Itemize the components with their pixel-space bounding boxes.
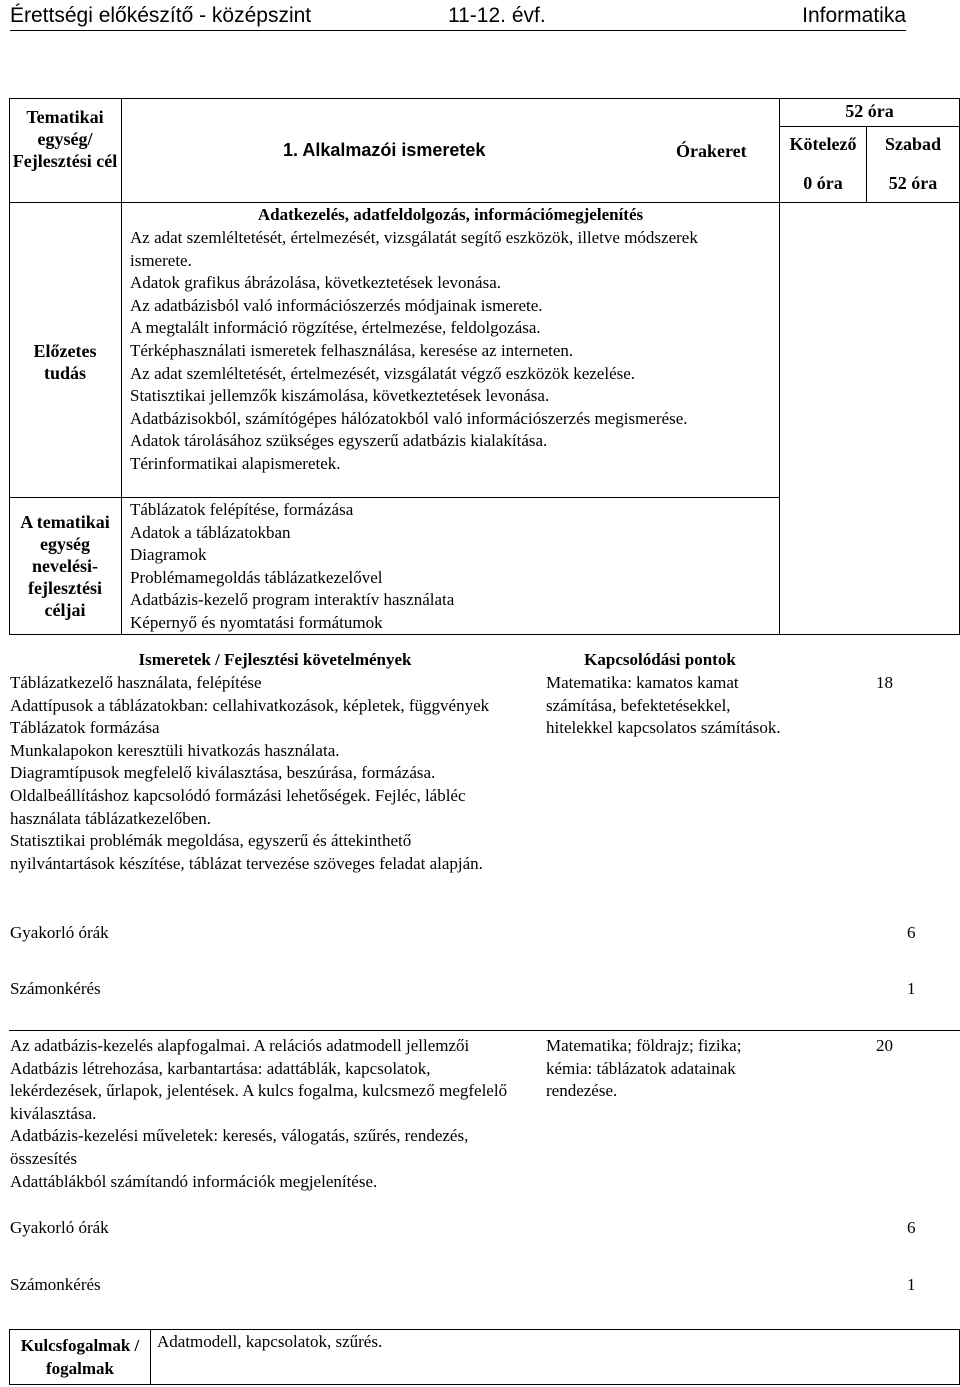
mandatory-hours: 0 óra xyxy=(803,173,843,193)
requirements-text-2: Az adatbázis-kezelés alapfogalmai. A relációs adatmodell jellemzői Adatbázis létrehozása, karbantartása: adattáblák, kapcsolatok, lekérdezések, űrlapok, jelentések. A kulcs fogalma, kulcsmező megfelelő kiválasztása. Adatbázis-kezelési műveletek: keresés, válogatás, szűrés, rendezés, összesítés Adattáblákból számítandó információk megjelenítése. xyxy=(10,1036,508,1191)
practice-label-1: Gyakorló órák xyxy=(10,923,109,942)
col-header-requirements: Ismeretek / Fejlesztési követelmények xyxy=(138,650,412,669)
goal-item: Problémamegoldás táblázatkezelővel xyxy=(130,567,383,587)
goal-item: Diagramok xyxy=(130,545,207,565)
assessment-label-1: Számonkérés xyxy=(10,979,101,998)
goal-item: Képernyő és nyomtatási formátumok xyxy=(130,612,383,632)
hours-1: 18 xyxy=(876,673,893,692)
prior-item: Az adatbázisból való információszerzés módjainak ismerete. xyxy=(130,295,543,315)
top-table xyxy=(0,0,960,640)
prior-item: Az adat szemléltetését, értelmezését, vizsgálatát segítő eszközök, illetve módszerek ismerete. xyxy=(130,228,698,270)
key-terms-table xyxy=(0,1326,960,1386)
header-left: Érettségi előkészítő - középszint xyxy=(10,4,312,27)
unit-title: 1. Alkalmazói ismeretek xyxy=(283,140,486,160)
header-grade: 11-12. évf. xyxy=(448,4,546,27)
row-header-unit: Tematikai egység/ Fejlesztési cél xyxy=(12,107,118,171)
free-hours: 52 óra xyxy=(888,173,938,193)
hours-2: 20 xyxy=(876,1036,893,1055)
prior-item: Térképhasználati ismeretek felhasználása, keresése az interneten. xyxy=(130,340,574,360)
goal-item: Adatbázis-kezelő program interaktív használata xyxy=(130,590,455,610)
row-header-prior-knowledge: Előzetes tudás xyxy=(33,341,97,383)
prior-item: Térinformatikai alapismeretek. xyxy=(130,453,341,473)
prior-item: A megtalált információ rögzítése, értelmezése, feldolgozása. xyxy=(130,318,541,338)
prior-item: Adatok tárolásához szükséges egyszerű adatbázis kialakítása. xyxy=(130,431,548,451)
key-terms-value: Adatmodell, kapcsolatok, szűrés. xyxy=(157,1332,383,1351)
requirements-text-1: Táblázatkezelő használata, felépítése Adattípusok a táblázatokban: cellahivatkozások, képletek, függvények Táblázatok formázása Munkalapokon keresztüli hivatkozás használata. Diagramtípusok megfelelő kiválasztása, beszúrása, formázása. Oldalbeállításhoz kapcsolódó formázási lehetőségek. Fejléc, lábléc használata táblázatkezelőben. Statisztikai problémák megoldása, egyszerű és áttekinthető nyilvántartások készítése, táblázat tervezése szöveges feladat alapján. xyxy=(10,673,490,873)
links-text-1: Matematika: kamatos kamat számítása, befektetésekkel, hitelekkel kapcsolatos számítások. xyxy=(546,673,781,738)
prior-item: Adatbázisokból, számítógépes hálózatokból való információszerzés megismerése. xyxy=(130,408,688,428)
practice-label-2: Gyakorló órák xyxy=(10,1218,109,1237)
orakeret-label: Órakeret xyxy=(676,141,747,161)
assessment-hours-2: 1 xyxy=(907,1275,916,1294)
col-header-links: Kapcsolódási pontok xyxy=(584,650,736,669)
requirements-table xyxy=(0,640,960,1330)
practice-hours-2: 6 xyxy=(907,1218,916,1237)
goal-item: Adatok a táblázatokban xyxy=(130,522,291,542)
header-subject: Informatika xyxy=(802,4,906,27)
prior-knowledge-title: Adatkezelés, adatfeldolgozás, információmegjelenítés xyxy=(257,205,644,224)
free-label: Szabad xyxy=(884,134,942,154)
key-terms-label: Kulcsfogalmak / fogalmak xyxy=(20,1336,140,1378)
prior-item: Az adat szemléltetését, értelmezését, vizsgálatát végző eszközök kezelése. xyxy=(130,363,636,383)
total-hours: 52 óra xyxy=(845,101,894,121)
goal-item: Táblázatok felépítése, formázása xyxy=(130,500,354,519)
practice-hours-1: 6 xyxy=(907,923,916,942)
prior-knowledge-list xyxy=(130,227,720,476)
assessment-hours-1: 1 xyxy=(907,979,916,998)
links-text-2: Matematika; földrajz; fizika; kémia: táblázatok adatainak rendezése. xyxy=(546,1036,742,1101)
prior-item: Statisztikai jellemzők kiszámolása, következtetések levonása. xyxy=(130,386,550,406)
goals-list xyxy=(130,499,770,635)
row-header-goals: A tematikai egység nevelési-fejlesztési céljai xyxy=(20,512,110,620)
mandatory-label: Kötelező xyxy=(789,134,857,154)
prior-item: Adatok grafikus ábrázolása, következtetések levonása. xyxy=(130,273,502,293)
assessment-label-2: Számonkérés xyxy=(10,1275,101,1294)
